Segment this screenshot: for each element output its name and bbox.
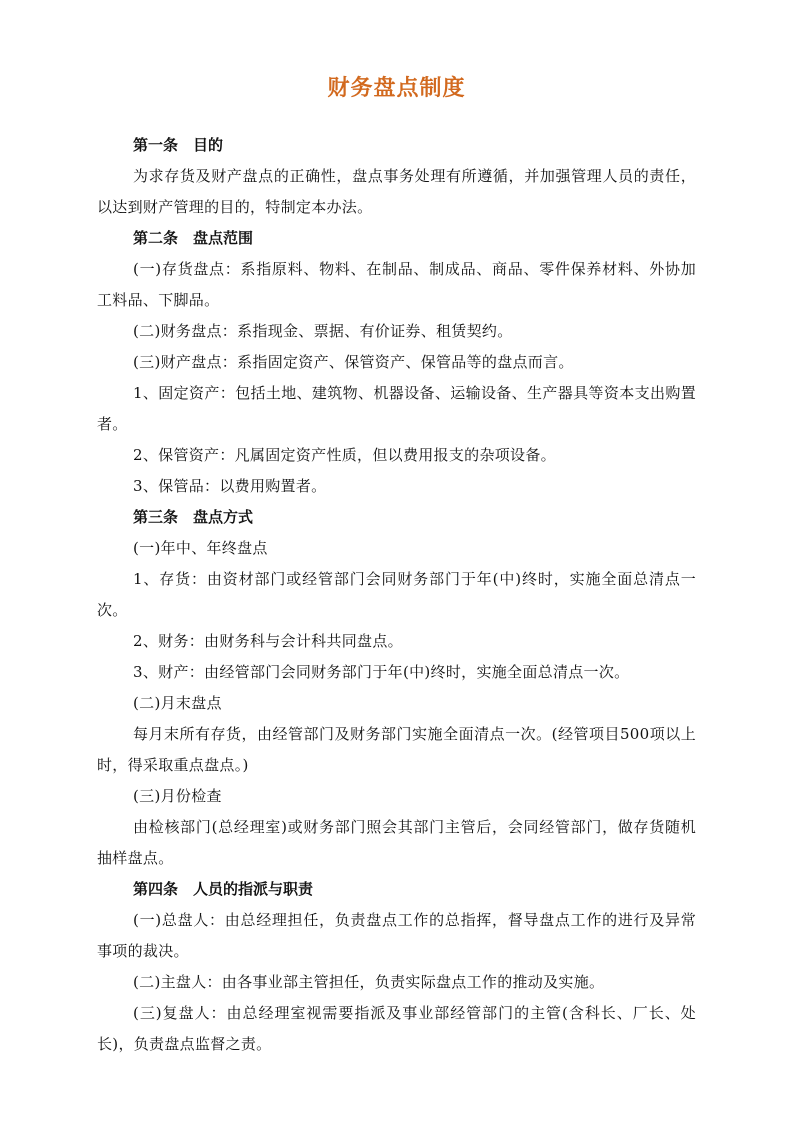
document-title: 财务盘点制度 — [327, 75, 466, 101]
section-3-paragraph-6: 每月末所有存货，由经管部门及财务部门实施全面清点一次。(经管项目500项以上时，得采取重点盘点。) — [97, 725, 696, 774]
section-3-paragraph-4: 3、财产：由经管部门会同财务部门于年(中)终时，实施全面总清点一次。 — [133, 663, 630, 681]
section-4-paragraph-3: (三)复盘人：由总经理室视需要指派及事业部经管部门的主管(含科长、厂长、处长)，负责盘点监督之责。 — [97, 1004, 696, 1053]
section-heading-4: 第四条 人员的指派与职责 — [133, 880, 314, 898]
section-3-paragraph-3: 2、财务：由财务科与会计科共同盘点。 — [133, 632, 403, 650]
section-3-paragraph-8: 由检核部门(总经理室)或财务部门照会其部门主管后，会同经管部门，做存货随机抽样盘点。 — [97, 818, 696, 867]
section-3-paragraph-1: (一)年中、年终盘点 — [133, 539, 268, 557]
section-heading-2: 第二条 盘点范围 — [133, 229, 254, 247]
section-2-paragraph-5: 2、保管资产：凡属固定资产性质，但以费用报支的杂项设备。 — [133, 446, 556, 464]
section-2-paragraph-6: 3、保管品：以费用购置者。 — [133, 477, 327, 495]
section-2-paragraph-4: 1、固定资产：包括土地、建筑物、机器设备、运输设备、生产器具等资本支出购置者。 — [97, 384, 696, 433]
section-4-paragraph-2: (二)主盘人：由各事业部主管担任，负责实际盘点工作的推动及实施。 — [133, 973, 605, 991]
section-3-paragraph-5: (二)月末盘点 — [133, 694, 222, 712]
section-2-paragraph-1: (一)存货盘点：系指原料、物料、在制品、制成品、商品、零件保养材料、外协加工料品、下脚品。 — [97, 260, 696, 309]
section-1-paragraph-1: 为求存货及财产盘点的正确性，盘点事务处理有所遵循，并加强管理人员的责任，以达到财产管理的目的，特制定本办法。 — [97, 167, 696, 216]
section-4-paragraph-1: (一)总盘人：由总经理担任，负责盘点工作的总指挥，督导盘点工作的进行及异常事项的裁决。 — [97, 911, 696, 960]
section-2-paragraph-2: (二)财务盘点：系指现金、票据、有价证券、租赁契约。 — [133, 322, 513, 340]
document-body — [97, 130, 696, 1060]
section-2-paragraph-3: (三)财产盘点：系指固定资产、保管资产、保管品等的盘点而言。 — [133, 353, 574, 371]
section-heading-3: 第三条 盘点方式 — [133, 508, 254, 526]
section-heading-1: 第一条 目的 — [133, 136, 224, 154]
section-3-paragraph-2: 1、存货：由资材部门或经管部门会同财务部门于年(中)终时，实施全面总清点一次。 — [97, 570, 696, 619]
section-3-paragraph-7: (三)月份检查 — [133, 787, 222, 805]
